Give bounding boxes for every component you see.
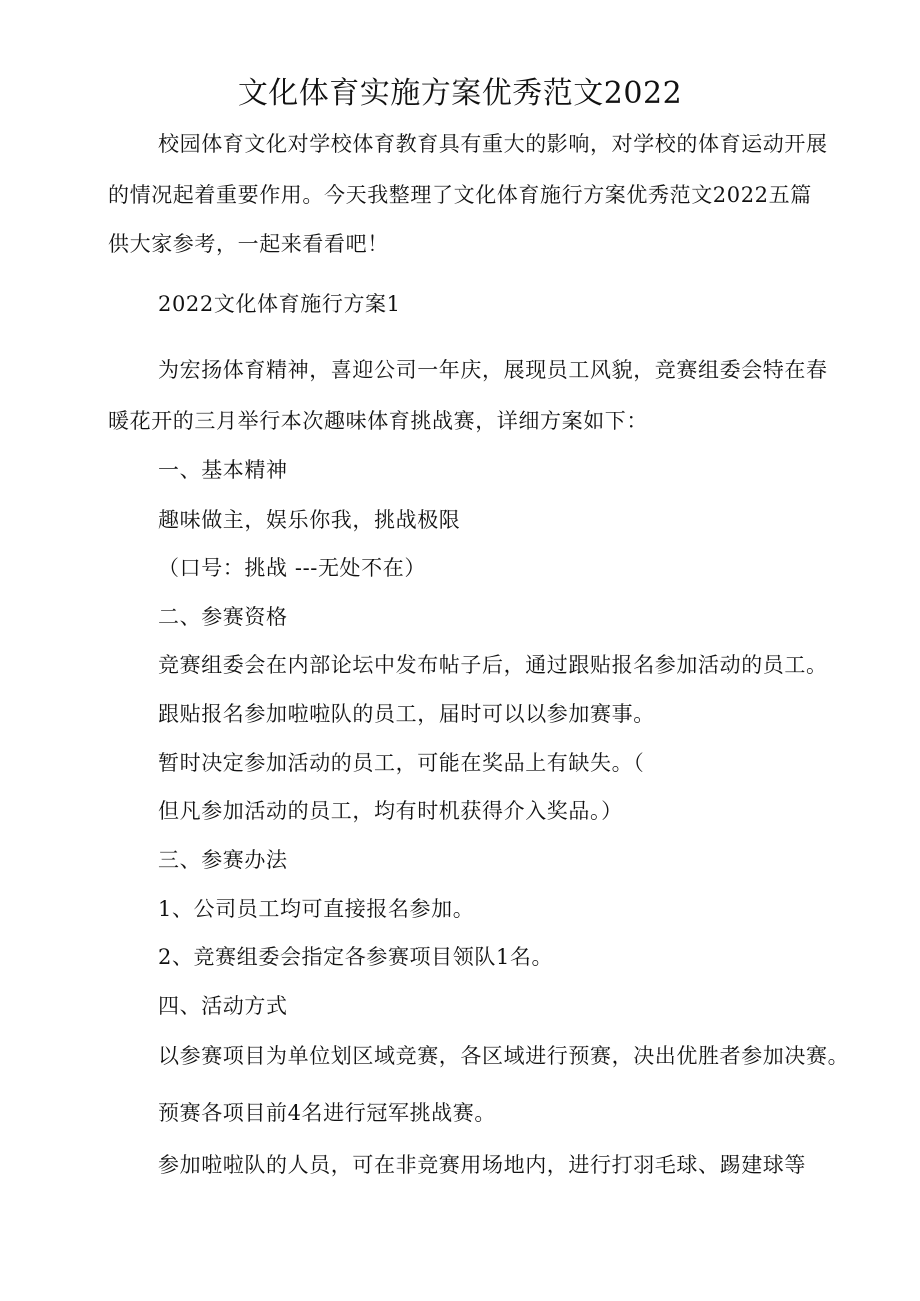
- document-title: 文化体育实施方案优秀范文2022: [237, 76, 683, 111]
- paragraph-line: 的情况起着重要作用。今天我整理了文化体育施行方案优秀范文2022五篇: [108, 183, 812, 207]
- paragraph-line: 暂时决定参加活动的员工，可能在奖品上有缺失。（: [158, 751, 645, 775]
- paragraph-line: 暖花开的三月举行本次趣味体育挑战赛，详细方案如下：: [108, 409, 648, 433]
- section-heading: 2022文化体育施行方案1: [158, 292, 401, 316]
- paragraph-line: 供大家参考，一起来看看吧！: [108, 232, 389, 256]
- section-heading: 三、参赛办法: [158, 848, 288, 872]
- paragraph-line: 但凡参加活动的员工，均有时机获得介入奖品。）: [158, 799, 623, 823]
- paragraph-line: 校园体育文化对学校体育教育具有重大的影响，对学校的体育运动开展: [158, 132, 828, 156]
- paragraph-line: 为宏扬体育精神，喜迎公司一年庆，展现员工风貌，竞赛组委会特在春: [158, 358, 828, 382]
- paragraph-line: 跟贴报名参加啦啦队的员工，届时可以以参加赛事。: [158, 702, 655, 726]
- paragraph-line: 1、公司员工均可直接报名参加。: [158, 897, 475, 921]
- paragraph-line: 以参赛项目为单位划区域竞赛，各区域进行预赛，决出优胜者参加决赛。: [158, 1044, 850, 1068]
- paragraph-line: （口号：挑战 ---无处不在）: [158, 556, 426, 580]
- paragraph-line: 参加啦啦队的人员，可在非竞赛用场地内，进行打羽毛球、踢建球等: [158, 1153, 806, 1177]
- paragraph-line: 2、竞赛组委会指定各参赛项目领队1名。: [158, 945, 554, 969]
- paragraph-line: 预赛各项目前4名进行冠军挑战赛。: [158, 1101, 496, 1125]
- section-heading: 四、活动方式: [158, 994, 288, 1018]
- section-heading: 一、基本精神: [158, 458, 288, 482]
- section-heading: 二、参赛资格: [158, 605, 288, 629]
- paragraph-line: 竞赛组委会在内部论坛中发布帖子后，通过跟贴报名参加活动的员工。: [158, 653, 828, 677]
- paragraph-line: 趣味做主，娱乐你我，挑战极限: [158, 508, 461, 532]
